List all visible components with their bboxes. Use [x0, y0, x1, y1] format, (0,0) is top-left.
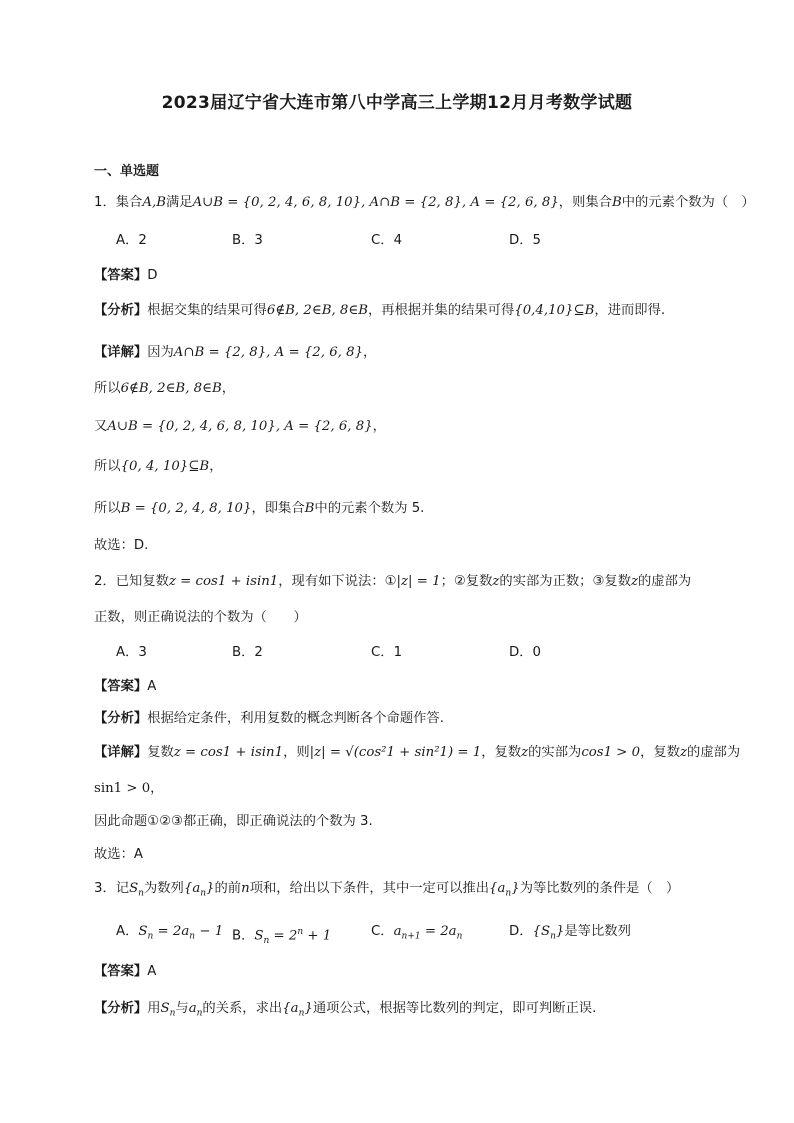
q2-detail-line-2: sin1 > 0， — [94, 781, 164, 796]
q2-analysis: 【分析】根据给定条件，利用复数的概念判断各个命题作答. — [94, 711, 444, 726]
q1-choice: 故选：D. — [94, 538, 149, 553]
q2-detail-line-3: 因此命题①②③都正确，即正确说法的个数为 3. — [94, 814, 373, 829]
q2-stem-line-1: 2．已知复数z = cos1 + isin1，现有如下说法：①|z| = 1；②复数z的实部为正数；③复数z的虚部为 — [94, 574, 692, 589]
q2-option-a: A．3 — [116, 645, 147, 660]
q2-detail-line-1: 【详解】复数z = cos1 + isin1，则|z| = √(cos²1 + sin²1) = 1，复数z的实部为cos1 > 0，复数z的虚部为 — [94, 745, 741, 760]
q1-option-a: A．2 — [116, 233, 147, 248]
q2-choice: 故选：A — [94, 847, 143, 862]
q2-answer: 【答案】A — [94, 679, 157, 694]
q1-detail-line-3: 又A∪B = {0, 2, 4, 6, 8, 10}, A = {2, 6, 8}， — [94, 419, 386, 434]
q1-detail-line-1: 【详解】因为A∩B = {2, 8}, A = {2, 6, 8}， — [94, 345, 377, 360]
q2-stem-line-2: 正数，则正确说法的个数为（ ） — [94, 610, 307, 625]
page-title: 2023届辽宁省大连市第八中学高三上学期12月月考数学试题 — [161, 93, 633, 113]
q3-stem: 3．记$S_n$为数列$\{a_n\}$的前n项和，给出以下条件，其中一定可以推出$\{a_n\}$为等比数列的条件是（ ） — [94, 881, 680, 899]
q2-option-c: C．1 — [371, 645, 403, 660]
q3-option-d: D．$\{S_n\}$是等比数列 — [509, 924, 631, 942]
section-heading: 一、单选题 — [94, 164, 160, 179]
q1-option-d: D．5 — [509, 233, 541, 248]
q3-answer: 【答案】A — [94, 964, 157, 979]
q1-detail-line-2: 所以6∉B, 2∈B, 8∈B， — [94, 381, 236, 396]
q1-stem: 1．集合A,B满足A∪B = {0, 2, 4, 6, 8, 10}, A∩B = {2, 8}, A = {2, 6, 8}，则集合B中的元素个数为（ ） — [94, 195, 755, 210]
q2-option-d: D．0 — [509, 645, 541, 660]
q3-option-b: B．$S_n = 2^n + 1$ — [232, 927, 332, 947]
q1-analysis: 【分析】根据交集的结果可得6∉B, 2∈B, 8∈B，再根据并集的结果可得{0,4,10}⊆B，进而即得. — [94, 303, 666, 318]
q1-detail-line-5: 所以B = {0, 2, 4, 8, 10}，即集合B中的元素个数为 5. — [94, 501, 425, 516]
q3-option-a: A．$S_n = 2a_n - 1$ — [116, 924, 224, 942]
q1-answer: 【答案】D — [94, 268, 158, 283]
q1-option-b: B．3 — [232, 233, 263, 248]
q3-analysis: 【分析】用$S_n$与$a_n$的关系，求出$\{a_n\}$通项公式，根据等比数列的判定，即可判断正误. — [94, 1001, 597, 1019]
q1-detail-line-4: 所以{0, 4, 10}⊆B， — [94, 459, 223, 474]
q1-option-c: C．4 — [371, 233, 403, 248]
q3-option-c: C．$a_{n+1} = 2a_n$ — [371, 924, 463, 942]
q2-option-b: B．2 — [232, 645, 263, 660]
